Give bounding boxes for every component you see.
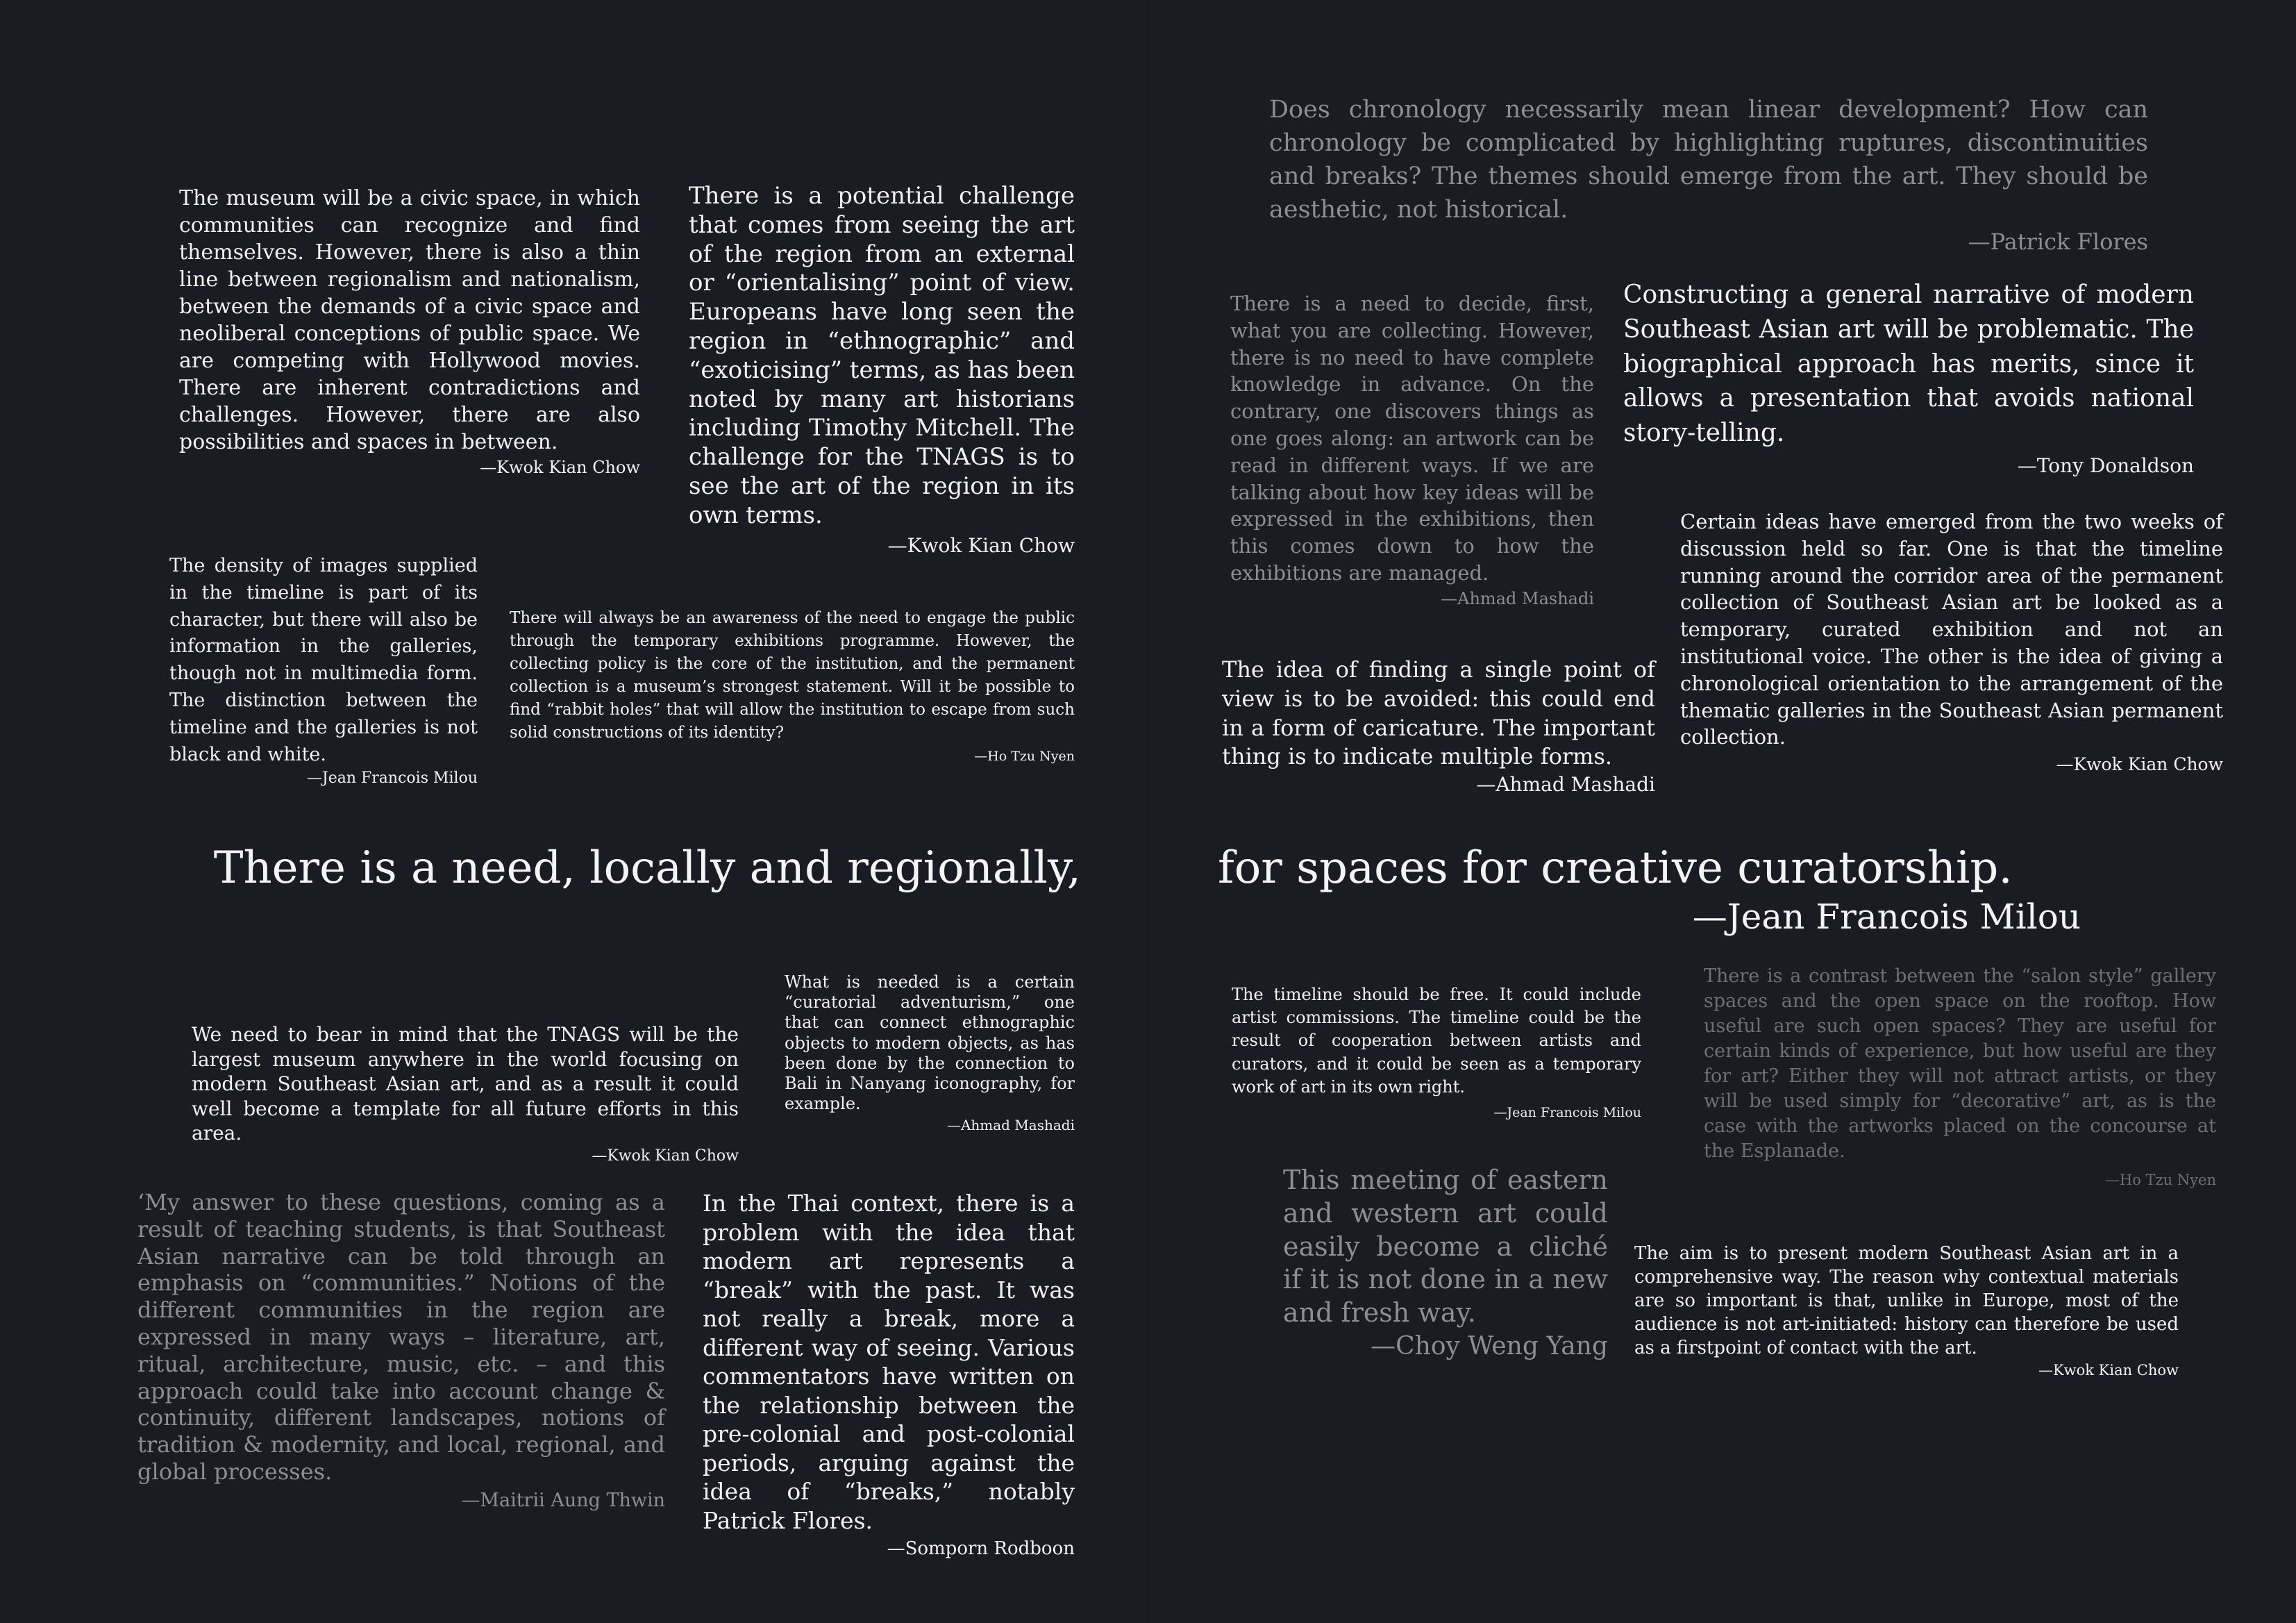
quote-attribution: —Patrick Flores [1968, 228, 2148, 255]
quote-attribution: —Ahmad Mashadi [946, 1117, 1075, 1134]
quote-text: There is a potential challenge that comes from seeing the art of the region from an external or “orientalising” point of view. Europeans have long seen the region in “ethnographic” and “exoticising” terms, as has been noted by many art historians including Timothy Mitchell. The challenge for the TNAGS is to see the art of the region in its own terms. [689, 182, 1075, 529]
quote-attribution: —Kwok Kian Chow [887, 533, 1075, 557]
quote-block [1634, 1242, 2179, 1381]
quote-block [510, 607, 1075, 768]
quote-text: This meeting of eastern and western art could easily become a cliché if it is not done in a new and fresh way. [1283, 1165, 1608, 1329]
quote-attribution: —Ahmad Mashadi [1476, 773, 1655, 797]
quote-block [1623, 278, 2194, 481]
quote-block [1283, 1164, 1608, 1363]
quote-block [179, 185, 640, 479]
quote-attribution: —Choy Weng Yang [1371, 1331, 1608, 1360]
headline-right: for spaces for creative curatorship. [1218, 842, 2013, 894]
quote-block [689, 182, 1075, 561]
quote-block [137, 1189, 665, 1516]
quote-text: We need to bear in mind that the TNAGS will be the largest museum anywhere in the world focusing on modern Southeast Asian art, and as a result it could well become a template for all future efforts in this area. [192, 1023, 739, 1145]
quote-text: The aim is to present modern Southeast Asian art in a comprehensive way. The reason why contextual materials are so important is that, unlike in Europe, most of the audience is not art-initiated: history can therefore be used as a firstpoint of contact with the art. [1634, 1243, 2179, 1358]
right-page [1148, 0, 2296, 1623]
quote-text: Constructing a general narrative of modern Southeast Asian art will be problematic. The biographical approach has merits, since it allows a presentation that avoids national story-telling. [1623, 281, 2194, 448]
quote-text: The density of images supplied in the timeline is part of its character, but there will also be information in the galleries, though not in multimedia form. The distinction between the timeline and the galleries is not black and white. [169, 555, 478, 765]
quote-block [703, 1189, 1075, 1563]
quote-attribution: —Ho Tzu Nyen [974, 749, 1075, 764]
quote-text: ‘My answer to these questions, coming as a result of teaching students, is that Southeast Asian narrative can be told through an emphasis on “communities.” Notions of the different communities in the region are expressed in many ways – literature, art, ritual, architecture, music, etc. – and this approach could take into account change & continuity, different landscapes, notions of tradition & modernity, and local, regional, and global processes. [137, 1189, 665, 1485]
quote-attribution: —Jean Francois Milou [306, 769, 478, 788]
quote-text: The museum will be a civic space, in which communities can recognize and find themselves. However, there is also a thin line between regionalism and nationalism, between the demands of a civic space and neoliberal conceptions of public space. We are competing with Hollywood movies. There are inherent contradictions and challenges. However, there are also possibilities and spaces in between. [179, 186, 640, 454]
quote-attribution: —Ho Tzu Nyen [2104, 1172, 2216, 1188]
quote-attribution: —Maitrii Aung Thwin [461, 1489, 665, 1511]
quote-attribution: —Somporn Rodboon [887, 1538, 1075, 1559]
quote-text: The idea of finding a single point of view is to be avoided: this could end in a form of caricature. The important thing is to indicate multiple forms. [1222, 656, 1655, 770]
quote-attribution: —Jean Francois Milou [1493, 1105, 1641, 1121]
quote-attribution: —Ahmad Mashadi [1441, 588, 1594, 608]
quote-text: Does chronology necessarily mean linear development? How can chronology be complicated by highlighting ruptures, discontinuities and breaks? The themes should emerge from the art. They should be aesthetic, not historical. [1269, 96, 2148, 224]
quote-text: The timeline should be free. It could include artist commissions. The timeline could be the result of cooperation between artists and curators, and it could be seen as a temporary work of art in its own right. [1232, 985, 1641, 1097]
quote-block [1232, 983, 1641, 1126]
quote-text: There is a contrast between the “salon style” gallery spaces and the open space on the rooftop. How useful are such open spaces? They are useful for certain kinds of experience, but how useful are they for art? Either they will not attract artists, or they will be used simply for “decorative” art, as is the case with the artworks placed on the concourse at the Esplanade. [1704, 965, 2216, 1162]
quote-attribution: —Kwok Kian Chow [592, 1147, 739, 1165]
headline-left: There is a need, locally and regionally, [213, 842, 1081, 894]
quote-text: There will always be an awareness of the need to engage the public through the temporary exhibitions programme. However, the collecting policy is the core of the institution, and the permanent collection is a museum’s strongest statement. Will it be possible to find “rabbit holes” that will allow the institution to escape from such solid constructions of its identity? [510, 609, 1075, 742]
quote-text: In the Thai context, there is a problem with the idea that modern art represents a “break” with the past. It was not really a break, more a different way of seeing. Various commentators have written on the relationship between the pre-colonial and post-colonial periods, arguing against the idea of “breaks,” notably Patrick Flores. [703, 1190, 1075, 1534]
quote-text: There is a need to decide, first, what you are collecting. However, there is no need to have complete knowledge in advance. On the contrary, one discovers things as one goes along: an artwork can be read in different ways. If we are talking about how key ideas will be expressed in the exhibitions, then this comes down to how the exhibitions are managed. [1230, 292, 1594, 585]
quote-attribution: —Kwok Kian Chow [2038, 1362, 2179, 1379]
quote-attribution: —Kwok Kian Chow [2056, 754, 2223, 775]
quote-block [1680, 508, 2223, 779]
quote-block [1704, 964, 2216, 1196]
quote-text: Certain ideas have emerged from the two weeks of discussion held so far. One is that the timeline running around the corridor area of the permanent collection of Southeast Asian art be looked as a temporary, curated exhibition and not an institutional voice. The other is the idea of giving a chronological orientation to the arrangement of the thematic galleries in the Southeast Asian permanent collection. [1680, 510, 2223, 749]
quote-text: What is needed is a certain “curatorial adventurism,” one that can connect ethnographic objects to modern objects, as has been done by the connection to Bali in Nanyang iconography, for example. [785, 972, 1075, 1114]
quote-attribution: —Kwok Kian Chow [480, 458, 640, 477]
quote-block [785, 972, 1075, 1136]
headline-attribution: —Jean Francois Milou [1692, 897, 2081, 937]
quote-block [169, 553, 478, 789]
quote-block [1230, 290, 1594, 610]
quote-block [1269, 93, 2148, 257]
quote-block [192, 1022, 739, 1167]
quote-block [1222, 656, 1655, 798]
quote-attribution: —Tony Donaldson [2017, 453, 2194, 477]
